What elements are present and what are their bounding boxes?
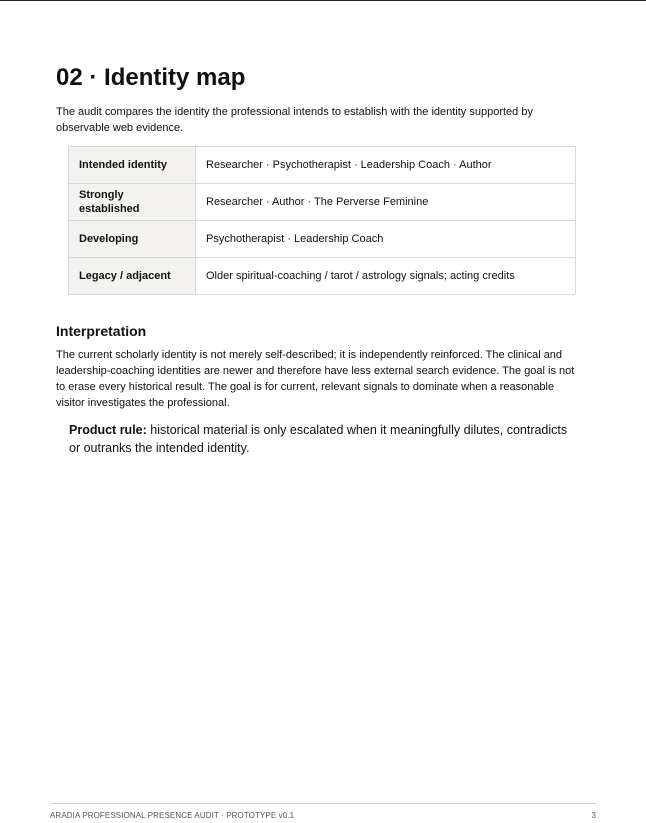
identity-table xyxy=(68,146,576,295)
row-label: Developing xyxy=(69,221,196,258)
page-content xyxy=(56,62,576,457)
footer-divider xyxy=(50,803,596,804)
product-rule xyxy=(69,421,569,457)
page-number: 3 xyxy=(591,811,596,820)
row-value: Psychotherapist · Leadership Coach xyxy=(196,221,576,258)
row-value: Older spiritual-coaching / tarot / astrology signals; acting credits xyxy=(196,258,576,295)
table-row xyxy=(69,147,576,184)
table-row xyxy=(69,221,576,258)
row-label: Strongly established xyxy=(69,184,196,221)
section-title: 02 · Identity map xyxy=(56,64,246,91)
row-label: Intended identity xyxy=(69,147,196,184)
top-border xyxy=(0,0,646,1)
row-value: Researcher · Psychotherapist · Leadership Coach · Author xyxy=(196,147,576,184)
table-row xyxy=(69,258,576,295)
row-label: Legacy / adjacent xyxy=(69,258,196,295)
row-value: Researcher · Author · The Perverse Feminine xyxy=(196,184,576,221)
footer-title: ARADIA PROFESSIONAL PRESENCE AUDIT · PROTOTYPE v0.1 xyxy=(50,811,295,820)
interpretation-heading: Interpretation xyxy=(56,323,147,339)
product-rule-text: historical material is only escalated when it meaningfully dilutes, contradicts or outranks the intended identity. xyxy=(69,423,568,455)
interpretation-body: The current scholarly identity is not merely self-described; it is independently reinforced. The clinical and leadership-coaching identities are newer and therefore have less external search evidence. The goal is not to erase every historical result. The goal is for current, relevant signals to dominate when a reasonable visitor investigates the professional. xyxy=(56,349,575,409)
table-row xyxy=(69,184,576,221)
section-intro: The audit compares the identity the professional intends to establish with the identity supported by observable web evidence. xyxy=(56,106,533,134)
product-rule-label: Product rule: xyxy=(69,423,147,437)
